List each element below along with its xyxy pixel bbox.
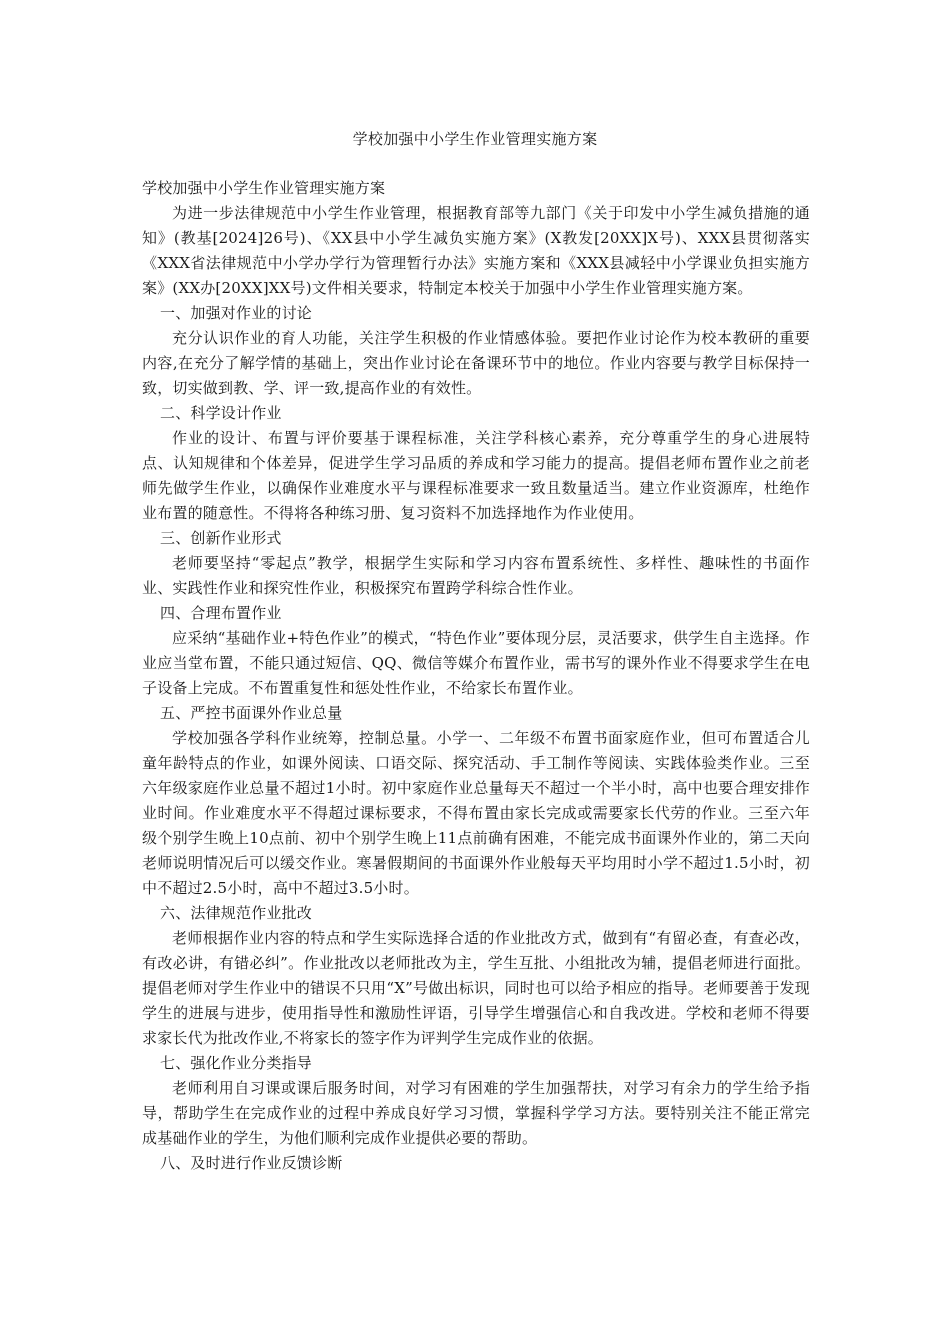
section-text-3: 老师要坚持“零起点”教学，根据学生实际和学习内容布置系统性、多样性、趣味性的书面作业、实践性作业和探究性作业，积极探究布置跨学科综合性作业。 bbox=[142, 554, 810, 597]
section-heading-1: 一、加强对作业的讨论 bbox=[160, 304, 313, 322]
section-text-7: 老师利用自习课或课后服务时间，对学习有困难的学生加强帮扶，对学习有余力的学生给予指导，帮助学生在完成作业的过程中养成良好学习习惯，掌握科学学习方法。要特别关注不能正常完成基础作业的学生，为他们顺利完成作业提供必要的帮助。 bbox=[142, 1079, 810, 1147]
section-heading-8: 八、及时进行作业反馈诊断 bbox=[160, 1154, 343, 1172]
section-heading-7: 七、强化作业分类指导 bbox=[160, 1054, 313, 1072]
section-text-2: 作业的设计、布置与评价要基于课程标准，关注学科核心素养，充分尊重学生的身心进展特点、认知规律和个体差异，促进学生学习品质的养成和学习能力的提高。提倡老师布置作业之前老师先做学生作业，以确保作业难度水平与课程标准要求一致且数量适当。建立作业资源库，杜绝作业布置的随意性。不得将各种练习册、复习资料不加选择地作为作业使用。 bbox=[142, 429, 810, 522]
intro-paragraph: 为进一步法律规范中小学生作业管理，根据教育部等九部门《关于印发中小学生减负措施的通知》(教基[2024]26号)、《XX县中小学生减负实施方案》(X教发[20XX]X号)、XXX县贯彻落实《XXX省法律规范中小学办学行为管理暂行办法》实施方案和《XXX县减轻中小学课业负担实施方案》(XX办[20XX]XX号)文件相关要求，特制定本校关于加强中小学生作业管理实施方案。 bbox=[142, 204, 810, 297]
section-text-5: 学校加强各学科作业统筹，控制总量。小学一、二年级不布置书面家庭作业，但可布置适合儿童年龄特点的作业，如课外阅读、口语交际、探究活动、手工制作等阅读、实践体验类作业。三至六年级家庭作业总量不超过1小时。初中家庭作业总量每天不超过一个半小时，高中也要合理安排作业时间。作业难度水平不得超过课标要求，不得布置由家长完成或需要家长代劳的作业。三至六年级个别学生晚上10点前、初中个别学生晚上11点前确有困难，不能完成书面课外作业的，第二天向老师说明情况后可以缓交作业。寒暑假期间的书面课外作业般每天平均用时小学不超过1.5小时，初中不超过2.5小时，高中不超过3.5小时。 bbox=[142, 729, 810, 897]
section-heading-2: 二、科学设计作业 bbox=[160, 404, 282, 422]
section-heading-6: 六、法律规范作业批改 bbox=[160, 904, 313, 922]
document-subtitle: 学校加强中小学生作业管理实施方案 bbox=[142, 179, 386, 197]
section-text-1: 充分认识作业的育人功能，关注学生积极的作业情感体验。要把作业讨论作为校本教研的重要内容,在充分了解学情的基础上，突出作业讨论在备课环节中的地位。作业内容要与教学目标保持一致，切实做到教、学、评一致,提高作业的有效性。 bbox=[142, 329, 810, 397]
document-body bbox=[142, 176, 810, 1176]
section-heading-5: 五、严控书面课外作业总量 bbox=[160, 704, 343, 722]
section-heading-4: 四、合理布置作业 bbox=[160, 604, 282, 622]
section-text-4: 应采纳“基础作业+特色作业”的模式，“特色作业”要体现分层，灵活要求，供学生自主选择。作业应当堂布置，不能只通过短信、QQ、微信等媒介布置作业，需书写的课外作业不得要求学生在电子设备上完成。不布置重复性和惩处性作业，不给家长布置作业。 bbox=[142, 629, 810, 697]
section-heading-3: 三、创新作业形式 bbox=[160, 529, 282, 547]
section-text-6: 老师根据作业内容的特点和学生实际选择合适的作业批改方式，做到有“有留必查，有查必改，有改必讲，有错必纠”。作业批改以老师批改为主，学生互批、小组批改为辅，提倡老师进行面批。提倡老师对学生作业中的错误不只用“X”号做出标识，同时也可以给予相应的指导。老师要善于发现学生的进展与进步，使用指导性和激励性评语，引导学生增强信心和自我改进。学校和老师不得要求家长代为批改作业,不将家长的签字作为评判学生完成作业的依据。 bbox=[142, 929, 810, 1047]
document-title: 学校加强中小学生作业管理实施方案 bbox=[352, 130, 598, 148]
